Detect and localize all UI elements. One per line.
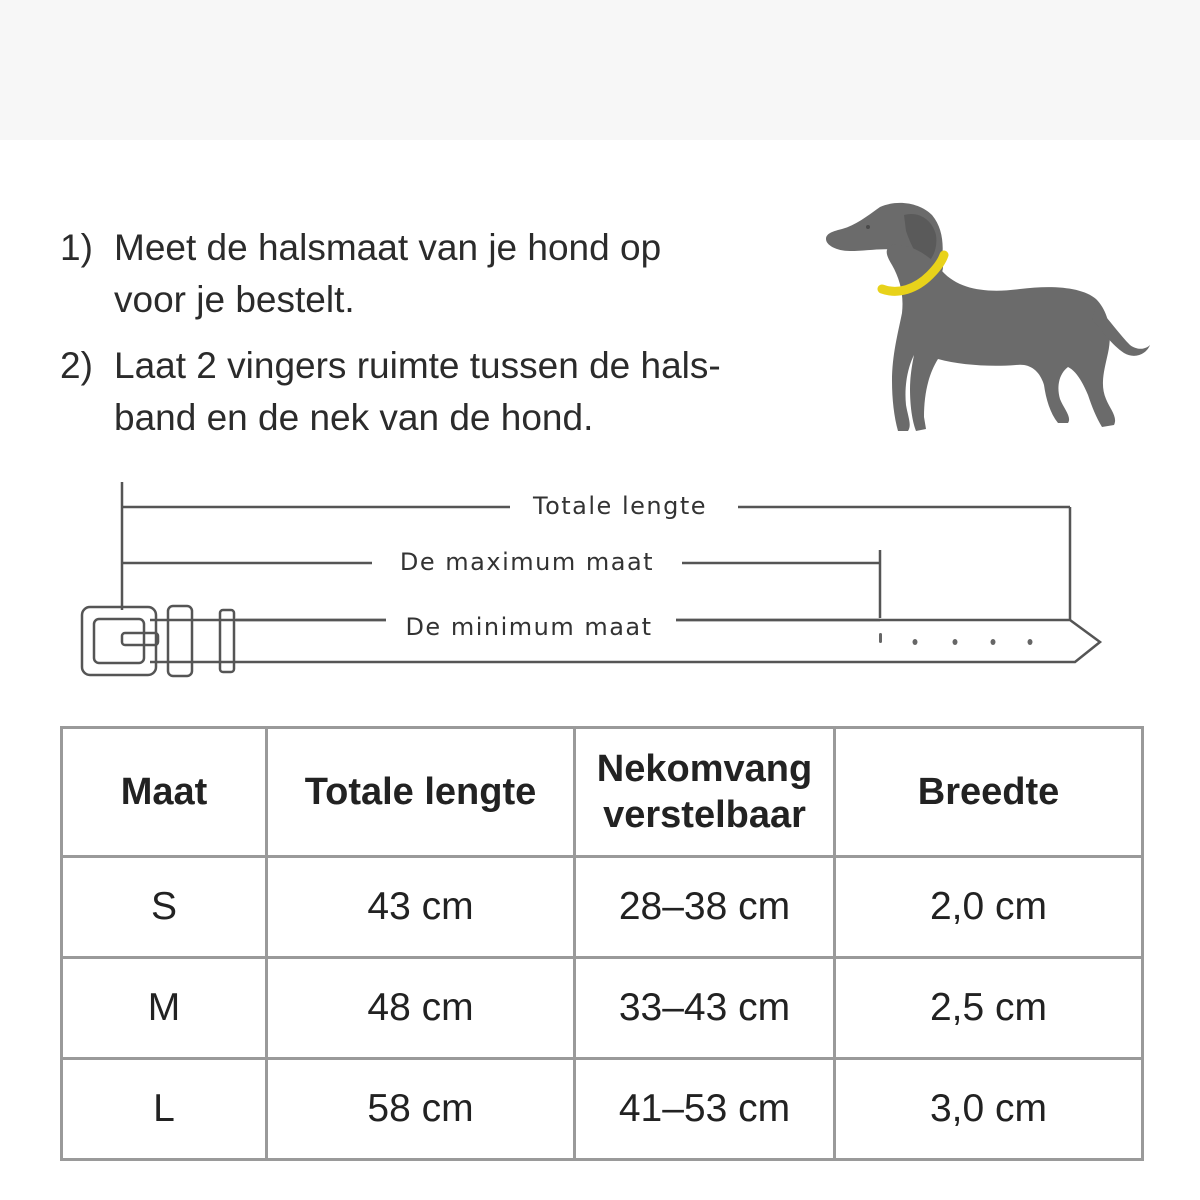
width-cell: 2,0 cm <box>835 857 1143 958</box>
instruction-number: 1) <box>60 227 93 268</box>
table-row <box>62 958 1143 1059</box>
header-total-length: Totale lengte <box>267 728 575 857</box>
size-cell: M <box>62 958 267 1059</box>
collar-loop <box>168 606 192 676</box>
total-length-cell: 58 cm <box>267 1059 575 1160</box>
max-size-label: De maximum maat <box>399 548 655 576</box>
neck-range-cell: 28–38 cm <box>575 857 835 958</box>
instruction-number: 2) <box>60 345 93 386</box>
header-width: Breedte <box>835 728 1143 857</box>
size-table <box>60 726 1144 1161</box>
instruction-2 <box>60 340 820 444</box>
instructions <box>60 222 820 458</box>
table-row <box>62 1059 1143 1160</box>
top-band <box>0 0 1200 140</box>
size-cell: L <box>62 1059 267 1160</box>
collar-holes <box>879 633 1033 645</box>
instruction-text: Laat 2 vingers ruimte tussen de hals- band en de nek van de hond. <box>114 345 721 438</box>
total-length-label: Totale lengte <box>533 492 707 520</box>
min-size-label: De minimum maat <box>405 613 653 641</box>
width-cell: 2,5 cm <box>835 958 1143 1059</box>
header-neck-adjustable: Nekomvang verstelbaar <box>575 728 835 857</box>
header-size: Maat <box>62 728 267 857</box>
neck-range-cell: 41–53 cm <box>575 1059 835 1160</box>
table-header-row <box>62 728 1143 857</box>
collar-dimension-diagram <box>0 470 1200 690</box>
dog-illustration <box>820 195 1150 440</box>
size-cell: S <box>62 857 267 958</box>
total-length-cell: 43 cm <box>267 857 575 958</box>
table-row <box>62 857 1143 958</box>
instruction-1 <box>60 222 820 326</box>
instruction-text: Meet de halsmaat van je hond op voor je bestelt. <box>114 227 662 320</box>
neck-range-cell: 33–43 cm <box>575 958 835 1059</box>
width-cell: 3,0 cm <box>835 1059 1143 1160</box>
total-length-cell: 48 cm <box>267 958 575 1059</box>
